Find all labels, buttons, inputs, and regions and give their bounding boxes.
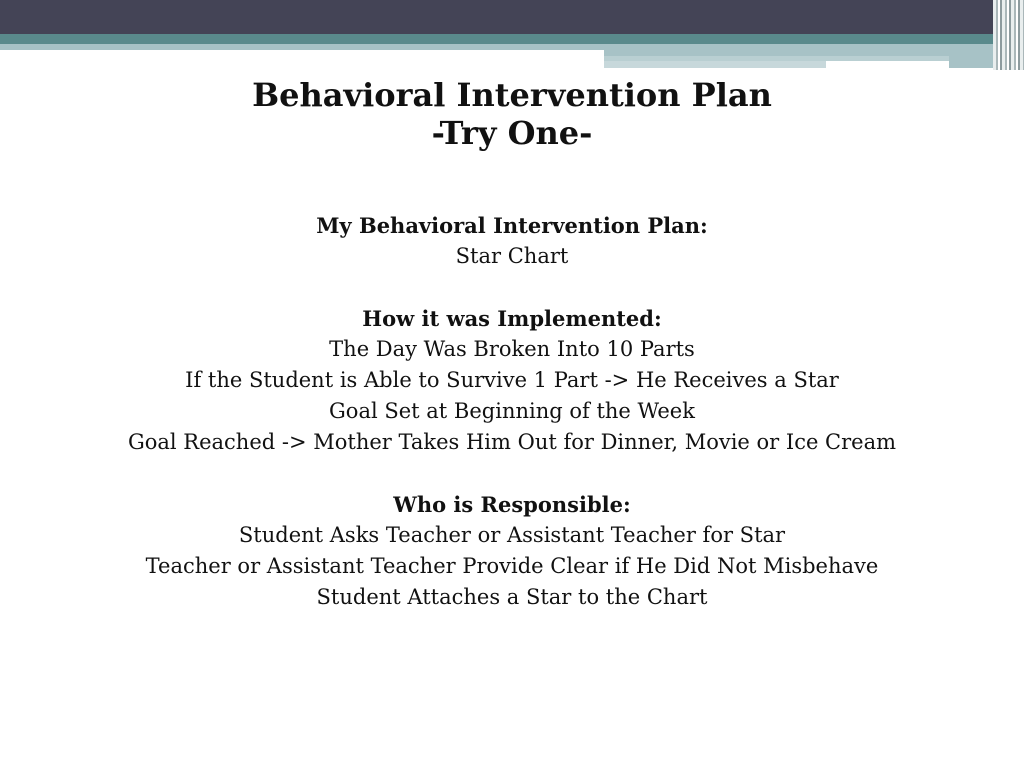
slide-content	[0, 210, 1024, 644]
section-line: Student Attaches a Star to the Chart	[316, 585, 708, 609]
title-line-2: -Try One-	[431, 114, 593, 152]
slide-title	[0, 76, 1024, 152]
header-bar-light-left	[0, 44, 604, 50]
section-heading: My Behavioral Intervention Plan:	[316, 213, 708, 238]
section-line: The Day Was Broken Into 10 Parts	[329, 337, 695, 361]
section-line: Star Chart	[455, 244, 569, 268]
section-implementation	[0, 303, 1024, 458]
section-line: Goal Reached -> Mother Takes Him Out for Dinner, Movie or Ice Cream	[127, 430, 897, 454]
section-responsibility	[0, 489, 1024, 613]
section-line: If the Student is Able to Survive 1 Part -> He Receives a Star	[185, 368, 839, 392]
header-bar-teal	[0, 34, 1024, 44]
section-line: Student Asks Teacher or Assistant Teacher for Star	[238, 523, 786, 547]
section-plan	[0, 210, 1024, 272]
section-heading: How it was Implemented:	[362, 306, 662, 331]
header-bar-dark	[0, 0, 1024, 34]
header-bar-light-block	[949, 56, 993, 68]
title-line-1: Behavioral Intervention Plan	[252, 76, 772, 114]
header-bar-light-step-2	[604, 61, 826, 68]
section-heading: Who is Responsible:	[393, 492, 631, 517]
header-stripes-decoration	[993, 0, 1024, 70]
section-line: Goal Set at Beginning of the Week	[329, 399, 695, 423]
section-line: Teacher or Assistant Teacher Provide Clear if He Did Not Misbehave	[145, 554, 879, 578]
header-bar-light-right	[604, 44, 1024, 56]
